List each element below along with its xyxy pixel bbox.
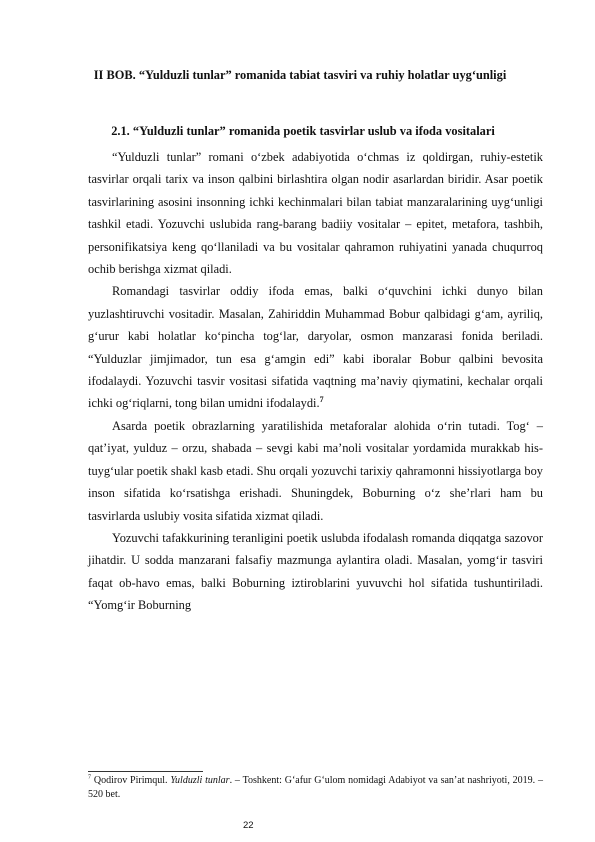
footnote-details: . – Toshkent: G‘afur G‘ulom nomidagi Adabiyot va san’at nashriyoti, 2019. – 520 bet.: [88, 775, 544, 800]
paragraph-text: “Yulduzli tunlar” romani o‘zbek adabiyotida o‘chmas iz qoldirgan, ruhiy-estetik tasvirlar orqali tarix va inson qalbini birlashtira olgan nodir asarlardan biridir. Asar poetik tasvirlarining asosini insonning ichki kechinmalari bilan tabiat manzaralarining uyg‘unligi tashkil etadi. Yozuvchi uslubida rang-barang badiiy vositalar – epitet, metafora, tashbih, personifikatsiya keng qo‘llaniladi va bu vositalar qahramon ruhiyatini yanada chuqurroq ochib berishga xizmat qiladi.: [88, 150, 543, 277]
page-number: 22: [243, 820, 254, 831]
body-text: [88, 146, 543, 617]
paragraph: [88, 146, 543, 280]
paragraph: [88, 415, 543, 527]
paragraph: [88, 527, 543, 617]
chapter-title: II BOB. “Yulduzli tunlar” romanida tabiat tasviri va ruhiy holatlar uyg‘unligi: [93, 68, 507, 82]
footnote-marker: 7: [88, 774, 91, 781]
footnote-reference[interactable]: 7: [319, 395, 324, 405]
paragraph: [88, 280, 543, 414]
paragraph-text: Asarda poetik obrazlarning yaratilishida metaforalar alohida o‘rin tutadi. Tog‘ – qat’iyat, yulduz – orzu, shabada – sevgi kabi ma’noli vositalar yordamida murakkab his-tuyg‘ular poetik shakl kasb etadi. Shu orqali yozuvchi tarixiy qahramonni hissiyotlarga boy inson sifatida ko‘rsatishga erishadi. Shuningdek, Boburning o‘z she’rlari ham bu tasvirlarda uslubiy vosita sifatida xizmat qiladi.: [88, 418, 543, 523]
section-title: 2.1. “Yulduzli tunlar” romanida poetik tasvirlar uslub va ifoda vositalari: [111, 124, 495, 138]
paragraph-text: Romandagi tasvirlar oddiy ifoda emas, balki o‘quvchini ichki dunyo bilan yuzlashtiruvchi vositadir. Masalan, Zahiriddin Muhammad Bobur qalbidagi g‘am, ayriliq, g‘urur kabi holatlar ko‘pincha tog‘lar, daryolar, osmon manzarasi fonida beriladi. “Yulduzlar jimjimador, tun esa g‘amgin edi” kabi iboralar Bobur qalbini bevosita ifodalaydi. Yozuvchi tasvir vositasi sifatida vaqtning ma’naviy qiymatini, kechalar orqali ichki og‘riqlarni, tong bilan umidni ifodalaydi.: [88, 284, 543, 411]
footnote-divider: [88, 771, 203, 772]
paragraph-text: Yozuvchi tafakkurining teranligini poetik uslubda ifodalash romanda diqqatga sazovor jihatdir. U sodda manzarani falsafiy mazmunga aylantira oladi. Masalan, yomg‘ir tasviri faqat ob-havo emas, balki Boburning iztiroblarini yuvuvchi hol sifatida tushuntiriladi. “Yomg‘ir Boburning: [88, 530, 543, 613]
footnote: [88, 774, 543, 802]
footnote-author: Qodirov Pirimqul.: [93, 775, 168, 786]
footnote-title: Yulduzli tunlar: [170, 775, 230, 786]
